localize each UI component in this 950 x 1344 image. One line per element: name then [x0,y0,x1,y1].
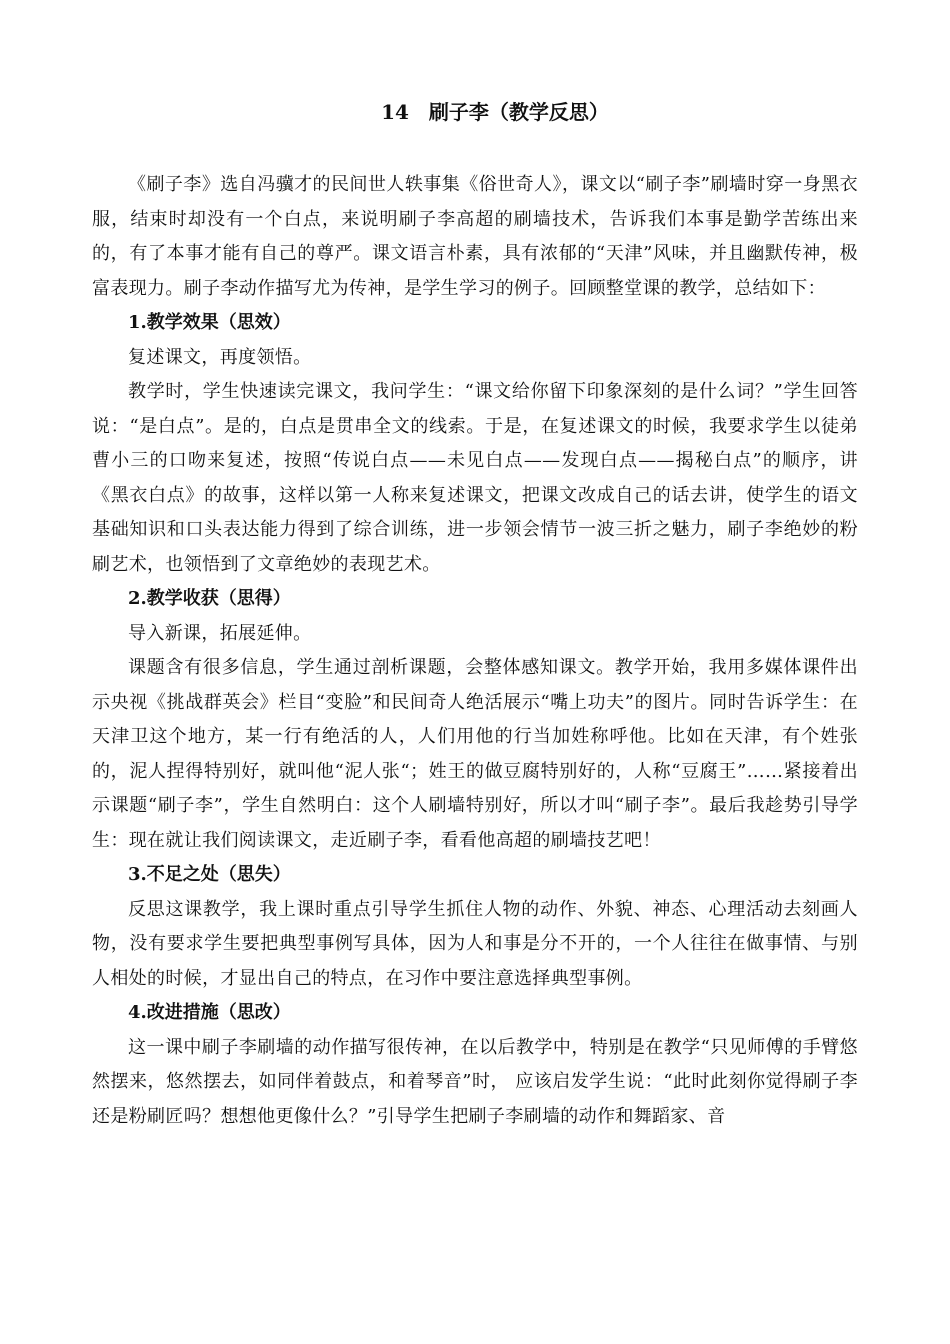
section-heading-shortcomings: 3.不足之处（思失） [128,864,291,885]
section-3-paragraph-1: 反思这课教学，我上课时重点引导学生抓住人物的动作、外貌、神态、心理活动去刻画人物，没有要求学生要把典型事例写具体，因为人和事是分不开的，一个人往往在做事情、与别人相处的时候，才显出自己的特点，在习作中要注意选择典型事例。 [92,898,858,989]
section-heading-improvements: 4.改进措施（思改） [128,1002,291,1023]
document-title: 14 刷子李（教学反思） [381,100,609,124]
section-1-paragraph-1: 复述课文，再度领悟。 [128,346,312,368]
section-2-paragraph-1: 导入新课，拓展延伸。 [128,622,312,644]
section-2-paragraph-2: 课题含有很多信息，学生通过剖析课题，会整体感知课文。教学开始，我用多媒体课件出示央视《挑战群英会》栏目“变脸”和民间奇人绝活展示“嘴上功夫”的图片。同时告诉学生：在天津卫这个地方，某一行有绝活的人，人们用他的行当加姓称呼他。比如在天津，有个姓张的，泥人捏得特别好，就叫他“泥人张“；姓王的做豆腐特别好的，人称“豆腐王”……紧接着出示课题“刷子李”，学生自然明白：这个人刷墙特别好，所以才叫“刷子李”。最后我趁势引导学生：现在就让我们阅读课文，走近刷子李，看看他高超的刷墙技艺吧！ [92,657,858,851]
section-1-paragraph-2: 教学时，学生快速读完课文，我问学生：“课文给你留下印象深刻的是什么词？”学生回答说：“是白点”。是的，白点是贯串全文的线索。于是，在复述课文的时候，我要求学生以徒弟曹小三的口吻来复述，按照“传说白点——未见白点——发现白点——揭秘白点”的顺序，讲《黑衣白点》的故事，这样以第一人称来复述课文，把课文改成自己的话去讲，使学生的语文基础知识和口头表达能力得到了综合训练，进一步领会情节一波三折之魅力，刷子李绝妙的粉刷艺术，也领悟到了文章绝妙的表现艺术。 [92,381,858,575]
section-heading-teaching-gains: 2.教学收获（思得） [128,588,291,609]
section-heading-teaching-effect: 1.教学效果（思效） [128,312,291,333]
section-4-paragraph-1: 这一课中刷子李刷墙的动作描写很传神，在以后教学中，特别是在教学“只见师傅的手臂悠然摆来，悠然摆去，如同伴着鼓点，和着琴音”时， 应该启发学生说：“此时此刻你觉得刷子李还是粉刷匠吗？想想他更像什么？”引导学生把刷子李刷墙的动作和舞蹈家、音 [92,1036,858,1127]
intro-paragraph: 《刷子李》选自冯骥才的民间世人轶事集《俗世奇人》，课文以“刷子李”刷墙时穿一身黑衣服，结束时却没有一个白点，来说明刷子李高超的刷墙技术，告诉我们本事是勤学苦练出来的，有了本事才能有自己的尊严。课文语言朴素，具有浓郁的“天津”风味，并且幽默传神，极富表现力。刷子李动作描写尤为传神，是学生学习的例子。回顾整堂课的教学，总结如下： [92,174,858,299]
